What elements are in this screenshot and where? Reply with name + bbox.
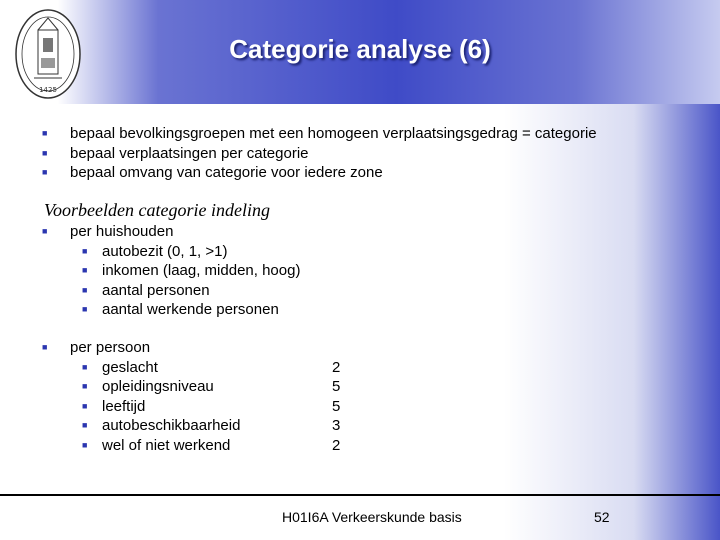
list-item: ■ autobeschikbaarheid 3 [82, 417, 341, 434]
group-huishouden [44, 222, 464, 320]
group-persoon [44, 338, 364, 455]
list-item: ■ bepaal bevolkingsgroepen met een homogeen verplaatsingsgedrag = categorie [42, 125, 597, 142]
square-bullet-icon: ■ [42, 226, 48, 236]
intro-list [44, 124, 684, 183]
footer-course: H01I6A Verkeerskunde basis [282, 509, 462, 525]
square-bullet-icon: ■ [42, 167, 48, 177]
group-label: ■ per huishouden [42, 223, 174, 240]
list-item: ■ aantal werkende personen [82, 301, 279, 318]
square-bullet-icon: ■ [82, 381, 88, 391]
category-count: 5 [332, 378, 341, 395]
list-item: ■ autobezit (0, 1, >1) [82, 242, 228, 260]
square-bullet-icon: ■ [82, 420, 88, 430]
square-bullet-icon: ■ [82, 245, 88, 256]
square-bullet-icon: ■ [82, 265, 88, 275]
category-count: 5 [332, 397, 341, 415]
slide-title: Categorie analyse (6) [229, 34, 491, 64]
square-bullet-icon: ■ [42, 342, 48, 352]
square-bullet-icon: ■ [82, 284, 88, 295]
list-item: ■ bepaal omvang van categorie voor iedere zone [42, 164, 383, 181]
square-bullet-icon: ■ [42, 128, 48, 138]
square-bullet-icon: ■ [82, 304, 88, 314]
logo-year: 1425 [39, 86, 57, 94]
list-item: ■ leeftijd 5 [82, 397, 341, 415]
footer-page-number: 52 [594, 509, 610, 525]
square-bullet-icon: ■ [42, 147, 48, 158]
square-bullet-icon: ■ [82, 400, 88, 411]
group-label: ■ per persoon [42, 339, 151, 356]
section-heading: Voorbeelden categorie indeling [44, 200, 270, 220]
list-item: ■ geslacht 2 [82, 358, 341, 376]
square-bullet-icon: ■ [82, 439, 88, 450]
footer-divider [0, 494, 720, 496]
category-count: 3 [332, 417, 341, 434]
list-item: ■ bepaal verplaatsingen per categorie [42, 144, 309, 162]
square-bullet-icon: ■ [82, 361, 88, 372]
list-item: ■ wel of niet werkend 2 [82, 436, 341, 454]
category-count: 2 [332, 358, 341, 376]
list-item: ■ inkomen (laag, midden, hoog) [82, 262, 301, 279]
list-item: ■ aantal personen [82, 281, 210, 299]
category-count: 2 [332, 436, 341, 454]
list-item: ■ opleidingsniveau 5 [82, 378, 341, 395]
